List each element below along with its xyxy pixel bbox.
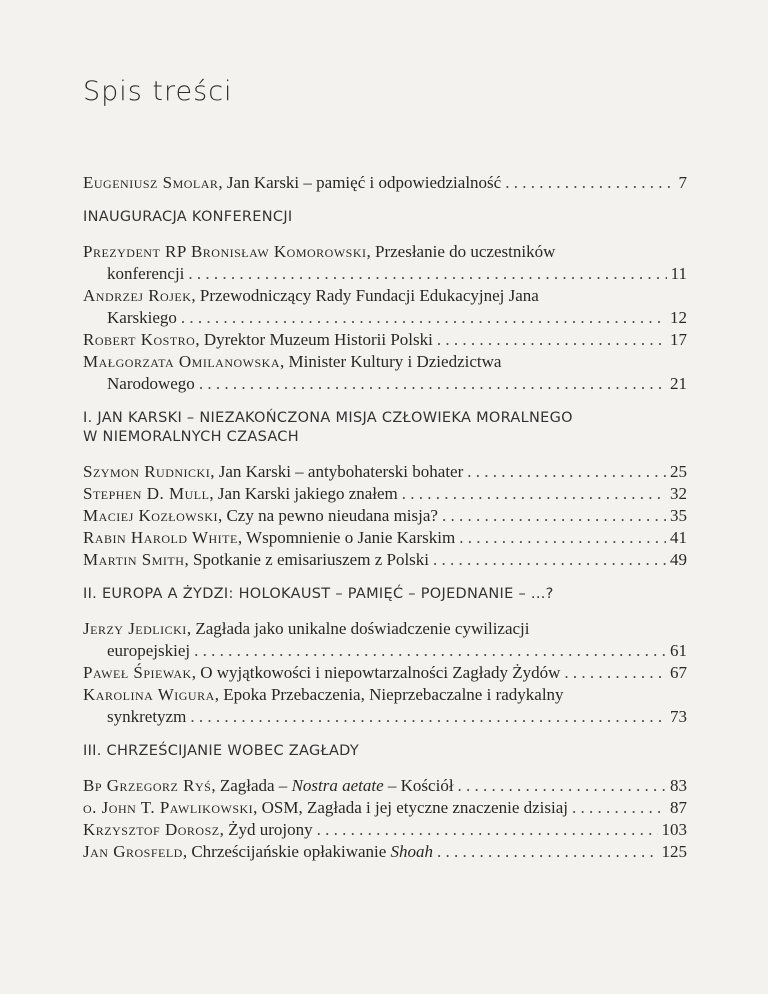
entry-author: Martin Smith	[83, 550, 185, 569]
dot-leader	[564, 662, 666, 684]
section-heading: II. EUROPA A ŻYDZI: HOLOKAUST – PAMIĘĆ – POJEDNANIE – ...?	[83, 586, 554, 602]
entry-page: 61	[670, 641, 687, 660]
entry-page: 7	[678, 173, 687, 192]
toc-entry: Rabin Harold White, Wspomnienie o Janie Karskim . . . 41	[83, 527, 687, 549]
entry-title: Jan Karski jakiego znałem	[217, 484, 398, 503]
entry-page: 25	[670, 462, 687, 481]
toc-entry: Martin Smith, Spotkanie z emisariuszem z Polski . . . 49	[83, 549, 687, 571]
section-heading-line2: W NIEMORALNYCH CZASACH	[83, 429, 299, 445]
entry-title-line2: konferencji	[107, 264, 185, 283]
section-heading	[83, 409, 687, 447]
dot-leader	[458, 775, 666, 797]
toc-entry: Robert Kostro, Dyrektor Muzeum Historii Polski . . . 17	[83, 329, 687, 351]
toc-entry: Stephen D. Mull, Jan Karski jakiego znałem . . . 32	[83, 483, 687, 505]
entry-page: 17	[670, 330, 687, 349]
entry-page: 41	[670, 528, 687, 547]
entry-author: Andrzej Rojek	[83, 286, 192, 305]
entry-author: Rabin Harold White	[83, 528, 238, 547]
entry-author: Karolina Wigura	[83, 685, 215, 704]
entry-title: Czy na pewno nieudana misja?	[226, 506, 438, 525]
toc-entry: Karolina Wigura, Epoka Przebaczenia, Nieprzebaczalne i radykalny synkretyzm . . . 73	[83, 684, 687, 728]
entry-title-line1: Minister Kultury i Dziedzictwa	[288, 352, 502, 371]
toc-entry: Jerzy Jedlicki, Zagłada jako unikalne doświadczenie cywilizacji europejskiej . . . 61	[83, 618, 687, 662]
entry-page: 125	[661, 842, 687, 861]
entry-title: Wspomnienie o Janie Karskim	[246, 528, 456, 547]
toc-entry: Maciej Kozłowski, Czy na pewno nieudana misja? . . . 35	[83, 505, 687, 527]
toc-entry: Prezydent RP Bronisław Komorowski, Przesłanie do uczestników konferencji . . . 11	[83, 241, 687, 285]
entry-title-line2: synkretyzm	[107, 707, 187, 726]
dot-leader	[437, 841, 657, 863]
dot-leader	[402, 483, 666, 505]
entry-title-part: Zagłada –	[219, 776, 292, 795]
dot-leader	[199, 373, 666, 395]
dot-leader	[437, 329, 666, 351]
entry-title-line1: Epoka Przebaczenia, Nieprzebaczalne i radykalny	[223, 685, 564, 704]
toc-entry: Bp Grzegorz Ryś, Zagłada – Nostra aetate – Kościół . . . 83	[83, 775, 687, 797]
toc-entry: Paweł Śpiewak, O wyjątkowości i niepowtarzalności Zagłady Żydów . . . 67	[83, 662, 687, 684]
toc-entry: Jan Grosfeld, Chrześcijańskie opłakiwanie Shoah . . . 125	[83, 841, 687, 863]
entry-title-italic: Shoah	[390, 842, 434, 861]
entry-author: Szymon Rudnicki	[83, 462, 211, 481]
entry-page: 12	[670, 308, 687, 327]
entry-title-line2: Narodowego	[107, 374, 195, 393]
page-title: Spis treści	[83, 76, 233, 107]
entry-page: 35	[670, 506, 687, 525]
entry-title-part: Chrześcijańskie opłakiwanie	[191, 842, 391, 861]
entry-page: 103	[661, 820, 687, 839]
section-heading: INAUGURACJA KONFERENCJI	[83, 209, 293, 225]
toc-entry: Szymon Rudnicki, Jan Karski – antybohaterski bohater . . . 25	[83, 461, 687, 483]
entry-title-line1: Przesłanie do uczestników	[375, 242, 556, 261]
dot-leader	[188, 263, 666, 285]
entry-author: Małgorzata Omilanowska	[83, 352, 281, 371]
section-heading: III. CHRZEŚCIJANIE WOBEC ZAGŁADY	[83, 743, 360, 759]
dot-leader	[467, 461, 666, 483]
dot-leader	[190, 706, 666, 728]
dot-leader	[194, 640, 666, 662]
entry-author: Stephen D. Mull	[83, 484, 210, 503]
entry-author: Prezydent RP Bronisław Komorowski	[83, 242, 367, 261]
toc-entry: Andrzej Rojek, Przewodniczący Rady Fundacji Edukacyjnej Jana Karskiego . . . 12	[83, 285, 687, 329]
entry-title-italic: Nostra aetate	[291, 776, 384, 795]
entry-title: Spotkanie z emisariuszem z Polski	[192, 550, 430, 569]
entry-author: Jerzy Jedlicki	[83, 619, 187, 638]
toc-entry: Eugeniusz Smolar, Jan Karski – pamięć i odpowiedzialność . . . 7	[83, 172, 687, 194]
entry-author: o. John T. Pawlikowski	[83, 798, 254, 817]
entry-author: Bp Grzegorz Ryś	[83, 776, 212, 795]
toc-entry: Małgorzata Omilanowska, Minister Kultury i Dziedzictwa Narodowego . . . 21	[83, 351, 687, 395]
dot-leader	[433, 549, 666, 571]
entry-page: 11	[670, 264, 687, 283]
entry-title-line2: europejskiej	[107, 641, 191, 660]
entry-title: O wyjątkowości i niepowtarzalności Zagłady Żydów	[200, 663, 561, 682]
dot-leader	[459, 527, 666, 549]
entry-title: OSM, Zagłada i jej etyczne znaczenie dzisiaj	[261, 798, 568, 817]
entry-title-line2: Karskiego	[107, 308, 177, 327]
entry-page: 67	[670, 663, 687, 682]
entry-page: 49	[670, 550, 687, 569]
entry-author: Robert Kostro	[83, 330, 196, 349]
dot-leader	[572, 797, 666, 819]
dot-leader	[317, 819, 658, 841]
table-of-contents	[83, 172, 687, 863]
dot-leader	[181, 307, 666, 329]
entry-title-line1: Zagłada jako unikalne doświadczenie cywilizacji	[195, 619, 530, 638]
entry-title-part: – Kościół	[383, 776, 454, 795]
toc-entry: o. John T. Pawlikowski, OSM, Zagłada i jej etyczne znaczenie dzisiaj . . . 87	[83, 797, 687, 819]
entry-author: Paweł Śpiewak	[83, 663, 192, 682]
entry-author: Krzysztof Dorosz	[83, 820, 220, 839]
entry-page: 83	[670, 776, 687, 795]
entry-title: Żyd urojony	[228, 820, 313, 839]
entry-title: Jan Karski – pamięć i odpowiedzialność	[226, 173, 502, 192]
entry-title: Dyrektor Muzeum Historii Polski	[203, 330, 433, 349]
entry-page: 32	[670, 484, 687, 503]
entry-author: Maciej Kozłowski	[83, 506, 218, 525]
entry-page: 87	[670, 798, 687, 817]
dot-leader	[505, 172, 674, 194]
section-heading-line1: I. JAN KARSKI – NIEZAKOŃCZONA MISJA CZŁOWIEKA MORALNEGO	[83, 410, 573, 426]
entry-author: Eugeniusz Smolar	[83, 173, 219, 192]
entry-page: 21	[670, 374, 687, 393]
entry-title-line1: Przewodniczący Rady Fundacji Edukacyjnej Jana	[199, 286, 539, 305]
entry-author: Jan Grosfeld	[83, 842, 183, 861]
dot-leader	[442, 505, 666, 527]
entry-page: 73	[670, 707, 687, 726]
entry-title: Jan Karski – antybohaterski bohater	[218, 462, 464, 481]
toc-entry: Krzysztof Dorosz, Żyd urojony . . . 103	[83, 819, 687, 841]
